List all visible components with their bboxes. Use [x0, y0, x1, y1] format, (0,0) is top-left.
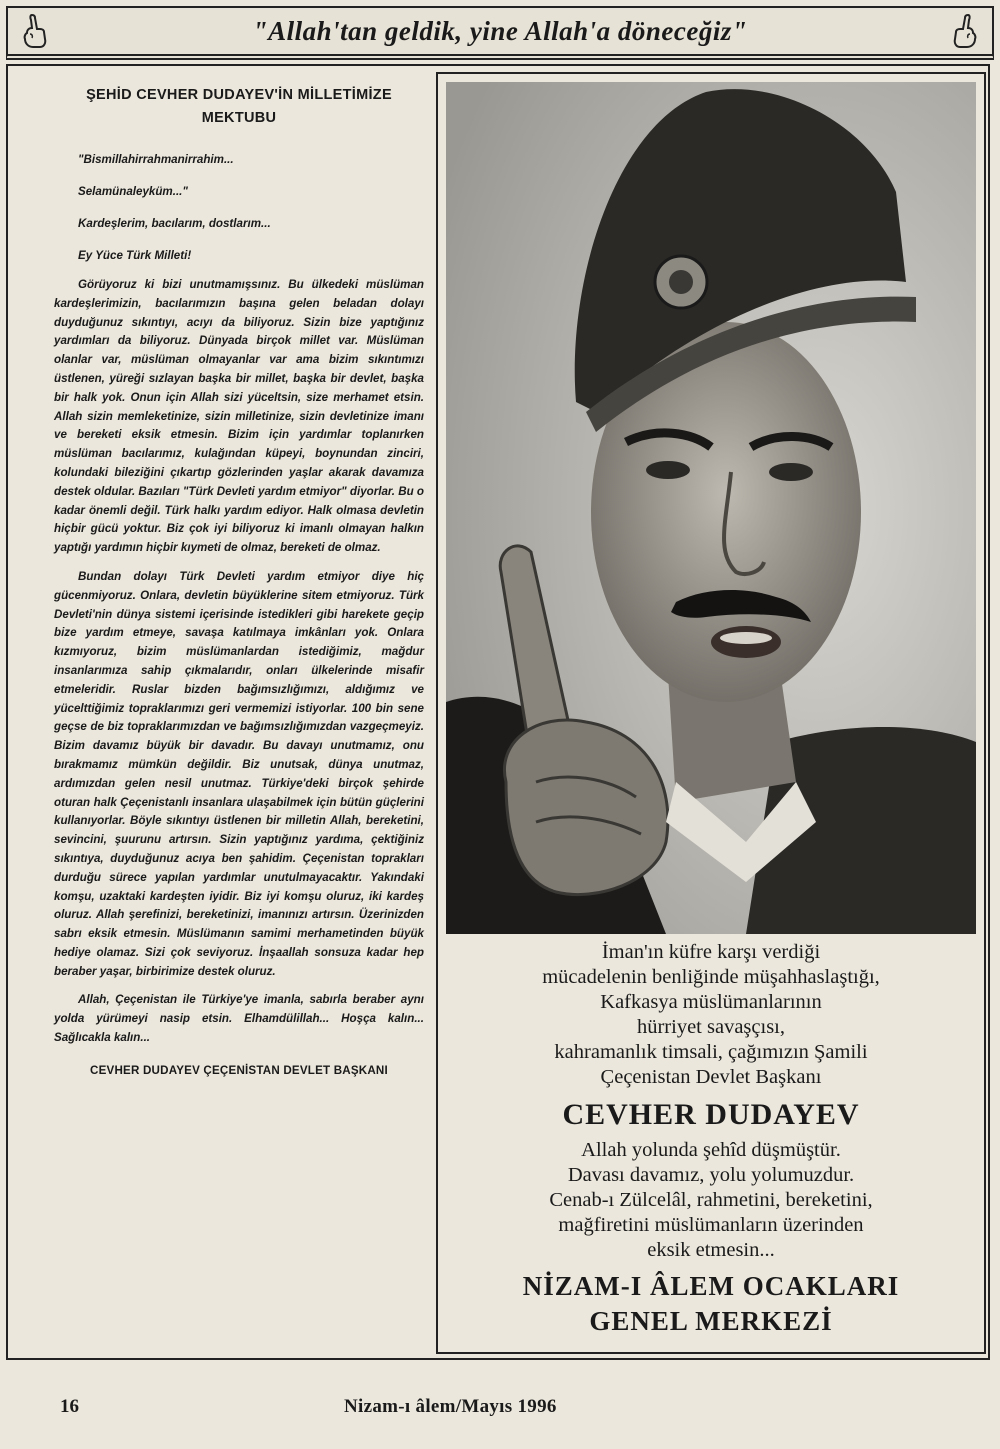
letter-column [54, 84, 424, 1077]
letter-paragraph: Görüyoruz ki bizi unutmamışsınız. Bu ülkedeki müslüman kardeşlerimizin, bacılarımızın başına gelen beladan dolayı duyduğunuz sıkıntıyı, acıyı da biliyoruz. Sizin bize yaptığınız yardımları da biliyoruz. Dünyada birçok millet var. Müslüman olanlar var, müslüman olmayanlar var ama bizim sıkıntımızı üstlenen, yüreği sızlayan başka bir millet, başka bir devlet, başka bir halk yok. Onun için Allah sizi yüceltsin, size merhamet etsin. Allah sizin memleketinize, sizin milletinize, sizin devletinize imanı ve bereketi eksik etmesin. Bizim için yardımlar toplanırken müslüman bacılarımız, kulağından küpeyi, boynundan zinciri, kolundaki bileziğini çıkartıp gözlerinden yaşlar akarak davamıza destek oldular. Bazıları "Türk Devleti yardım etmiyor" diyorlar. Bu o kadar önemli değil. Türk halkı yardım ediyor. Halk olmasa devletin hiçbir gücü yoktur. Biz çok iyi biliyoruz ki imanlı olmayan halkın yaptığı yardımın hiçbir kıymeti de olmaz, bereketi de olmaz. [54, 278, 424, 555]
tribute-line: İman'ın küfre karşı verdiği [601, 941, 821, 963]
opening-line: "Bismillahirrahmanirrahim... [78, 153, 234, 166]
tribute-line: Çeçenistan Devlet Başkanı [600, 1066, 822, 1088]
portrait-illustration [446, 82, 976, 934]
letter-body [54, 276, 424, 1048]
letter-signature: CEVHER DUDAYEV ÇEÇENİSTAN DEVLET BAŞKANI [90, 1063, 388, 1077]
tribute-line: hürriyet savaşçısı, [636, 1016, 785, 1038]
opening-line: Ey Yüce Türk Milleti! [78, 249, 192, 262]
header-banner [6, 6, 994, 60]
letter-opening [54, 144, 424, 272]
opening-line: Selamünaleyküm..." [78, 185, 188, 198]
pointing-hand-icon [948, 12, 982, 50]
tribute-line: eksik etmesin... [647, 1239, 775, 1261]
tribute-line: Davası davamız, yolu yolumuzdur. [567, 1164, 855, 1186]
organization-name: NİZAM-I ÂLEM OCAKLARI [522, 1271, 900, 1301]
letter-title-line: ŞEHİD CEVHER DUDAYEV'İN MİLLETİMİZE [86, 87, 392, 103]
letter-title [54, 84, 424, 130]
opening-line: Kardeşlerim, bacılarım, dostlarım... [78, 217, 271, 230]
tribute-line: kahramanlık timsali, çağımızın Şamili [554, 1041, 868, 1063]
tribute-name: CEVHER DUDAYEV [562, 1098, 860, 1131]
pointing-hand-icon [18, 12, 52, 50]
tribute-caption [438, 940, 984, 1339]
tribute-panel [436, 72, 986, 1354]
letter-paragraph: Bundan dolayı Türk Devleti yardım etmiyor diye hiç gücenmiyoruz. Onlara, devletin büyüklerine sitem etmiyoruz. Türk Devleti'nin dünya sistemi içerisinde istedikleri gibi harekete geçip bize yardım etmeye, savaşa katılmaya imkânları yok. Onlara kızmıyoruz, bizim müslümanlardan istediğimiz, mağdur insanlarımıza sahip çıkmalarıdır, onları ülkelerinde misafir etmeleridir. Ruslar bizden bağımsızlığımızı, aldığımız ve yücelttiğimiz topraklarımızı geri vermemizi istiyorlar. 100 bin sene geçse de biz topraklarımızdan ve bağımsızlığımızdan vazgeçmeyiz. Bizim davamız büyük bir davadır. Bu davayı unutmamız, onu bırakmamız mümkün değildir. Biz unutsak, dünya unutmaz, ardımızdan gelen nesil unutmaz. Türkiye'deki birçok şehirde oturan halk Çeçenistanlı insanlara ulaşabilmek için bütün güçlerini kullanıyorlar. Böyle sıkıntıyı üstlenen bir milletin Allah, bereketini, sevincini, şuurunu artırsın. Sizin yaptığınız yardıma, çektiğiniz sıkıntıya, duyduğunuz acıya ben şahidim. Çeçenistan toprakları durduğu sürece yapılan yardımlar unutulmayacaktır. Yakındaki komşu, uzaktaki kardeşten iyidir. Biz iyi komşu oluruz, iki kardeş oluruz. Allah şerefinizi, bereketinizi, imanınızı artırsın. Üzerinizden sabrı eksik etmesin. Müslümanın samimi merhametinden büyük hediye olamaz. Sizi çok seviyoruz. İnşaallah sonsuza kadar hep beraber yaşar, birbirimize destek oluruz. [54, 569, 424, 978]
tribute-line: Kafkasya müslümanlarının [600, 991, 822, 1013]
publication-footer: Nizam-ı âlem/Mayıs 1996 [344, 1396, 557, 1417]
header-title: "Allah'tan geldik, yine Allah'a döneceğiz" [252, 15, 748, 46]
page-number: 16 [60, 1396, 79, 1417]
tribute-line: mücadelenin benliğinde müşahhaslaştığı, [542, 966, 880, 988]
tribute-line: Cenab-ı Zülcelâl, rahmetini, bereketini, [549, 1189, 873, 1211]
tribute-line: mağfiretini müslümanların üzerinden [558, 1214, 864, 1236]
portrait-photo [446, 82, 976, 934]
letter-paragraph: Allah, Çeçenistan ile Türkiye'ye imanla, sabırla beraber aynı yolda yürümeyi nasip etsin. Elhamdülillah... Hoşça kalın... Sağlıcakla kalın... [54, 993, 424, 1045]
organization-subtitle: GENEL MERKEZİ [589, 1306, 833, 1336]
letter-title-line: MEKTUBU [201, 110, 277, 126]
tribute-line: Allah yolunda şehîd düşmüştür. [581, 1139, 841, 1161]
